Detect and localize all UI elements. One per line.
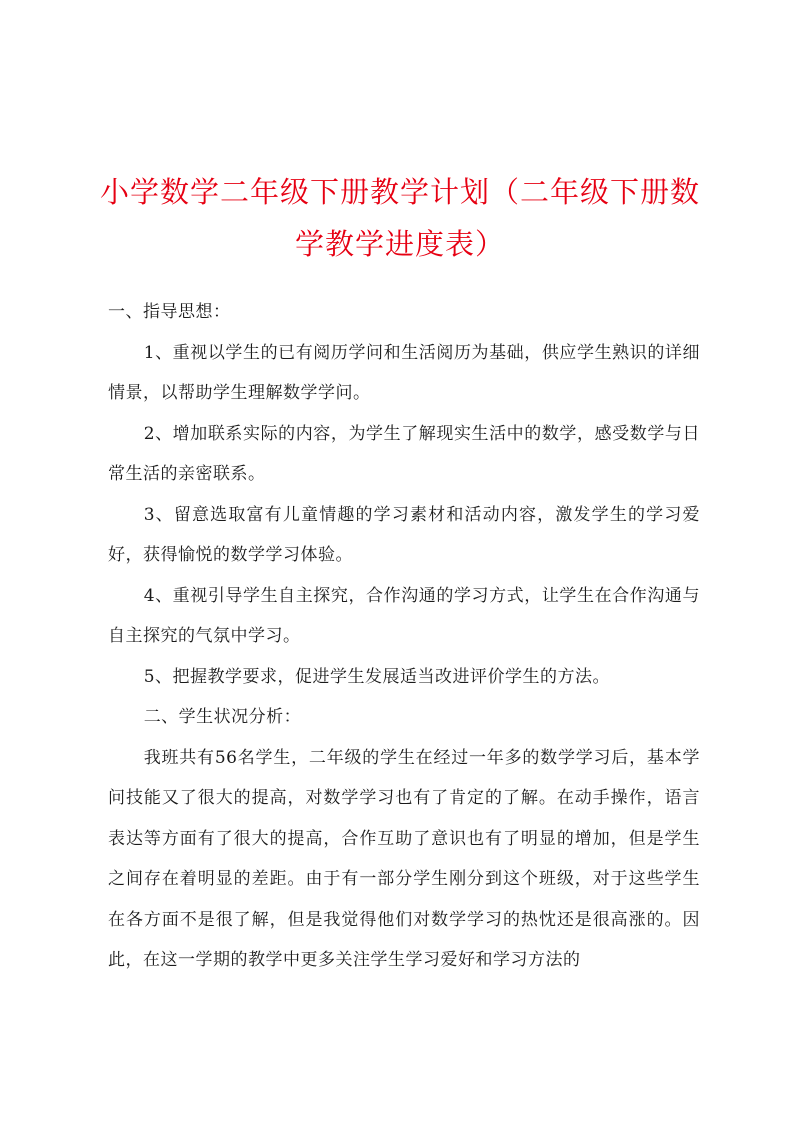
section-heading-student-analysis: 二、学生状况分析： — [143, 707, 302, 727]
list-item-5: 5、把握教学要求，促进学生发展适当改进评价学生的方法。 — [143, 666, 611, 687]
document-title: 小学数学二年级下册教学计划（二年级下册数学教学进度表） — [99, 175, 700, 261]
list-item-4: 4、重视引导学生自主探究，合作沟通的学习方式，让学生在合作沟通与自主探究的气氛中学习。 — [108, 585, 700, 646]
list-item-2: 2、增加联系实际的内容，为学生了解现实生活中的数学，感受数学与日常生活的亲密联系。 — [108, 423, 700, 484]
section-heading-guiding-ideology: 一、指导思想： — [108, 302, 231, 322]
list-item-3: 3、留意选取富有儿童情趣的学习素材和活动内容，激发学生的学习爱好，获得愉悦的数学学习体验。 — [108, 504, 700, 565]
list-item-1: 1、重视以学生的已有阅历学问和生活阅历为基础，供应学生熟识的详细情景，以帮助学生理解数学学问。 — [108, 342, 700, 403]
student-analysis-paragraph: 我班共有56名学生，二年级的学生在经过一年多的数学学习后，基本学问技能又了很大的提高，对数学学习也有了肯定的了解。在动手操作，语言表达等方面有了很大的提高，合作互助了意识也有了明显的增加，但是学生之间存在着明显的差距。由于有一部分学生刚分到这个班级，对于这些学生在各方面不是很了解，但是我觉得他们对数学学习的热忱还是很高涨的。因此，在这一学期的教学中更多关注学生学习爱好和学习方法的 — [108, 747, 700, 970]
document-body — [108, 292, 700, 981]
